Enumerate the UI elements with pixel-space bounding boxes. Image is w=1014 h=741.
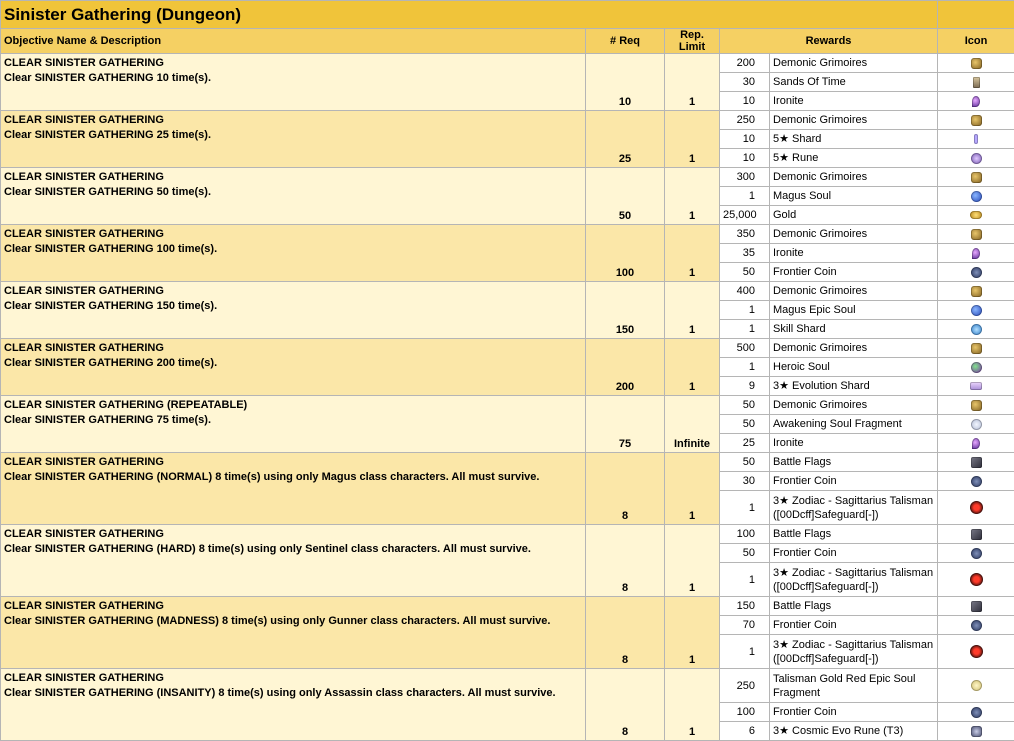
reward-amount: 50	[720, 544, 770, 563]
reward-name: Ironite	[770, 434, 938, 453]
reward-amount: 50	[720, 263, 770, 282]
reward-icon-cell	[938, 320, 1014, 339]
required-count: 8	[586, 669, 665, 741]
reward-icon-cell	[938, 244, 1014, 263]
reward-icon-cell	[938, 130, 1014, 149]
reward-amount: 35	[720, 244, 770, 263]
reward-row	[1, 597, 1014, 616]
objective-name: CLEAR SINISTER GATHERING	[4, 170, 582, 185]
required-count: 10	[586, 54, 665, 111]
reward-icon-cell	[938, 563, 1014, 597]
reward-name: Skill Shard	[770, 320, 938, 339]
reward-icon-cell	[938, 73, 1014, 92]
reward-name: Frontier Coin	[770, 472, 938, 491]
objective-description: Clear SINISTER GATHERING 25 time(s).	[4, 128, 582, 143]
reward-amount: 250	[720, 669, 770, 703]
objective-cell	[1, 669, 586, 741]
magus-soul-icon	[971, 191, 982, 202]
reward-icon-cell	[938, 149, 1014, 168]
ironite-icon	[972, 96, 980, 107]
reward-name: Battle Flags	[770, 525, 938, 544]
battle-flags-icon	[971, 529, 982, 540]
reward-amount: 500	[720, 339, 770, 358]
frontier-coin-icon	[971, 707, 982, 718]
reward-row	[1, 111, 1014, 130]
shard-icon	[974, 134, 978, 144]
reward-amount: 30	[720, 472, 770, 491]
header-limit: Rep. Limit	[665, 29, 720, 54]
reward-name: 3★ Zodiac - Sagittarius Talisman ([00Dcff]Safeguard[-])	[770, 563, 938, 597]
reward-amount: 150	[720, 597, 770, 616]
reward-row	[1, 453, 1014, 472]
frontier-coin-icon	[971, 620, 982, 631]
ironite-icon	[972, 248, 980, 259]
objective-cell	[1, 525, 586, 597]
reward-name: 3★ Evolution Shard	[770, 377, 938, 396]
reward-amount: 1	[720, 320, 770, 339]
objective-name: CLEAR SINISTER GATHERING	[4, 227, 582, 242]
reward-amount: 25	[720, 434, 770, 453]
reward-amount: 10	[720, 130, 770, 149]
grimoire-icon	[971, 58, 982, 69]
reward-icon-cell	[938, 669, 1014, 703]
reward-icon-cell	[938, 54, 1014, 73]
repeat-limit: 1	[665, 225, 720, 282]
required-count: 8	[586, 525, 665, 597]
objective-description: Clear SINISTER GATHERING 150 time(s).	[4, 299, 582, 314]
header-rewards: Rewards	[720, 29, 938, 54]
objective-cell	[1, 282, 586, 339]
objective-name: CLEAR SINISTER GATHERING	[4, 671, 582, 686]
reward-amount: 6	[720, 722, 770, 741]
reward-icon-cell	[938, 472, 1014, 491]
repeat-limit: 1	[665, 282, 720, 339]
reward-amount: 50	[720, 453, 770, 472]
objective-cell	[1, 453, 586, 525]
reward-amount: 1	[720, 301, 770, 320]
title-blank-cell	[938, 1, 1014, 29]
page-title: Sinister Gathering (Dungeon)	[1, 1, 938, 29]
skill-shard-icon	[971, 324, 982, 335]
reward-amount: 70	[720, 616, 770, 635]
soul-fragment-icon	[971, 419, 982, 430]
repeat-limit: 1	[665, 525, 720, 597]
reward-icon-cell	[938, 225, 1014, 244]
reward-icon-cell	[938, 453, 1014, 472]
reward-name: Ironite	[770, 92, 938, 111]
gold-icon	[970, 211, 982, 219]
objective-description: Clear SINISTER GATHERING (MADNESS) 8 time(s) using only Gunner class characters. All must survive.	[4, 614, 582, 629]
reward-amount: 30	[720, 73, 770, 92]
reward-icon-cell	[938, 415, 1014, 434]
repeat-limit: 1	[665, 54, 720, 111]
reward-name: Demonic Grimoires	[770, 282, 938, 301]
reward-amount: 9	[720, 377, 770, 396]
reward-row	[1, 54, 1014, 73]
reward-icon-cell	[938, 635, 1014, 669]
talisman-icon	[970, 645, 983, 658]
reward-icon-cell	[938, 263, 1014, 282]
reward-name: 3★ Zodiac - Sagittarius Talisman ([00Dcff]Safeguard[-])	[770, 635, 938, 669]
reward-name: Frontier Coin	[770, 703, 938, 722]
reward-icon-cell	[938, 525, 1014, 544]
objective-name: CLEAR SINISTER GATHERING	[4, 284, 582, 299]
required-count: 100	[586, 225, 665, 282]
objective-description: Clear SINISTER GATHERING (INSANITY) 8 time(s) using only Assassin class characters. All must survive.	[4, 686, 582, 701]
reward-name: Heroic Soul	[770, 358, 938, 377]
reward-name: Frontier Coin	[770, 616, 938, 635]
objective-name: CLEAR SINISTER GATHERING	[4, 341, 582, 356]
reward-amount: 1	[720, 635, 770, 669]
reward-name: 3★ Zodiac - Sagittarius Talisman ([00Dcff]Safeguard[-])	[770, 491, 938, 525]
objective-cell	[1, 396, 586, 453]
reward-icon-cell	[938, 491, 1014, 525]
reward-name: Ironite	[770, 244, 938, 263]
reward-icon-cell	[938, 168, 1014, 187]
reward-row	[1, 282, 1014, 301]
reward-name: Demonic Grimoires	[770, 111, 938, 130]
reward-amount: 100	[720, 703, 770, 722]
reward-icon-cell	[938, 544, 1014, 563]
reward-name: Demonic Grimoires	[770, 225, 938, 244]
objective-cell	[1, 54, 586, 111]
reward-name: Demonic Grimoires	[770, 54, 938, 73]
rune-icon	[971, 153, 982, 164]
reward-name: 3★ Cosmic Evo Rune (T3)	[770, 722, 938, 741]
reward-name: 5★ Shard	[770, 130, 938, 149]
reward-amount: 10	[720, 149, 770, 168]
objective-cell	[1, 111, 586, 168]
objective-description: Clear SINISTER GATHERING (NORMAL) 8 time(s) using only Magus class characters. All must survive.	[4, 470, 582, 485]
reward-amount: 300	[720, 168, 770, 187]
reward-amount: 250	[720, 111, 770, 130]
reward-amount: 1	[720, 563, 770, 597]
reward-icon-cell	[938, 187, 1014, 206]
reward-amount: 100	[720, 525, 770, 544]
reward-row	[1, 339, 1014, 358]
reward-row	[1, 225, 1014, 244]
ironite-icon	[972, 438, 980, 449]
reward-icon-cell	[938, 703, 1014, 722]
objective-description: Clear SINISTER GATHERING (HARD) 8 time(s) using only Sentinel class characters. All must survive.	[4, 542, 582, 557]
header-objective: Objective Name & Description	[1, 29, 586, 54]
reward-icon-cell	[938, 111, 1014, 130]
reward-icon-cell	[938, 722, 1014, 741]
reward-amount: 350	[720, 225, 770, 244]
reward-name: Awakening Soul Fragment	[770, 415, 938, 434]
battle-flags-icon	[971, 601, 982, 612]
hourglass-icon	[973, 77, 980, 88]
reward-amount: 25,000	[720, 206, 770, 225]
reward-name: Battle Flags	[770, 597, 938, 616]
objective-description: Clear SINISTER GATHERING 10 time(s).	[4, 71, 582, 86]
objective-description: Clear SINISTER GATHERING 50 time(s).	[4, 185, 582, 200]
reward-icon-cell	[938, 301, 1014, 320]
reward-row	[1, 669, 1014, 703]
reward-icon-cell	[938, 377, 1014, 396]
objective-description: Clear SINISTER GATHERING 200 time(s).	[4, 356, 582, 371]
frontier-coin-icon	[971, 548, 982, 559]
grimoire-icon	[971, 115, 982, 126]
header-icon: Icon	[938, 29, 1014, 54]
reward-row	[1, 168, 1014, 187]
grimoire-icon	[971, 286, 982, 297]
reward-amount: 1	[720, 187, 770, 206]
reward-icon-cell	[938, 206, 1014, 225]
reward-icon-cell	[938, 597, 1014, 616]
objective-cell	[1, 225, 586, 282]
reward-name: Demonic Grimoires	[770, 396, 938, 415]
reward-name: Gold	[770, 206, 938, 225]
objective-name: CLEAR SINISTER GATHERING	[4, 56, 582, 71]
reward-name: Demonic Grimoires	[770, 339, 938, 358]
required-count: 50	[586, 168, 665, 225]
header-row	[1, 29, 1014, 54]
header-req: # Req	[586, 29, 665, 54]
reward-name: Magus Epic Soul	[770, 301, 938, 320]
talisman-fragment-icon	[971, 680, 982, 691]
repeat-limit: Infinite	[665, 396, 720, 453]
reward-icon-cell	[938, 282, 1014, 301]
reward-amount: 50	[720, 415, 770, 434]
repeat-limit: 1	[665, 168, 720, 225]
reward-icon-cell	[938, 396, 1014, 415]
reward-name: Frontier Coin	[770, 263, 938, 282]
reward-icon-cell	[938, 358, 1014, 377]
reward-icon-cell	[938, 616, 1014, 635]
objective-description: Clear SINISTER GATHERING 75 time(s).	[4, 413, 582, 428]
grimoire-icon	[971, 400, 982, 411]
heroic-soul-icon	[971, 362, 982, 373]
objective-cell	[1, 339, 586, 396]
repeat-limit: 1	[665, 453, 720, 525]
objective-name: CLEAR SINISTER GATHERING	[4, 455, 582, 470]
talisman-icon	[970, 573, 983, 586]
evolution-shard-icon	[970, 382, 982, 390]
reward-amount: 1	[720, 491, 770, 525]
repeat-limit: 1	[665, 597, 720, 669]
frontier-coin-icon	[971, 476, 982, 487]
reward-row	[1, 525, 1014, 544]
required-count: 8	[586, 597, 665, 669]
magus-soul-icon	[971, 305, 982, 316]
reward-row	[1, 396, 1014, 415]
required-count: 25	[586, 111, 665, 168]
reward-name: Talisman Gold Red Epic Soul Fragment	[770, 669, 938, 703]
reward-name: Battle Flags	[770, 453, 938, 472]
reward-amount: 50	[720, 396, 770, 415]
reward-name: 5★ Rune	[770, 149, 938, 168]
reward-name: Magus Soul	[770, 187, 938, 206]
repeat-limit: 1	[665, 669, 720, 741]
reward-icon-cell	[938, 92, 1014, 111]
reward-amount: 10	[720, 92, 770, 111]
required-count: 200	[586, 339, 665, 396]
repeat-limit: 1	[665, 339, 720, 396]
objective-name: CLEAR SINISTER GATHERING	[4, 527, 582, 542]
required-count: 8	[586, 453, 665, 525]
grimoire-icon	[971, 172, 982, 183]
reward-icon-cell	[938, 339, 1014, 358]
reward-amount: 1	[720, 358, 770, 377]
reward-name: Sands Of Time	[770, 73, 938, 92]
required-count: 150	[586, 282, 665, 339]
battle-flags-icon	[971, 457, 982, 468]
reward-amount: 200	[720, 54, 770, 73]
talisman-icon	[970, 501, 983, 514]
objective-name: CLEAR SINISTER GATHERING (REPEATABLE)	[4, 398, 582, 413]
reward-name: Frontier Coin	[770, 544, 938, 563]
grimoire-icon	[971, 229, 982, 240]
reward-name: Demonic Grimoires	[770, 168, 938, 187]
objective-cell	[1, 168, 586, 225]
objective-name: CLEAR SINISTER GATHERING	[4, 599, 582, 614]
frontier-coin-icon	[971, 267, 982, 278]
reward-icon-cell	[938, 434, 1014, 453]
required-count: 75	[586, 396, 665, 453]
repeat-limit: 1	[665, 111, 720, 168]
title-row	[1, 1, 1014, 29]
reward-amount: 400	[720, 282, 770, 301]
grimoire-icon	[971, 343, 982, 354]
objective-name: CLEAR SINISTER GATHERING	[4, 113, 582, 128]
objective-cell	[1, 597, 586, 669]
objective-description: Clear SINISTER GATHERING 100 time(s).	[4, 242, 582, 257]
